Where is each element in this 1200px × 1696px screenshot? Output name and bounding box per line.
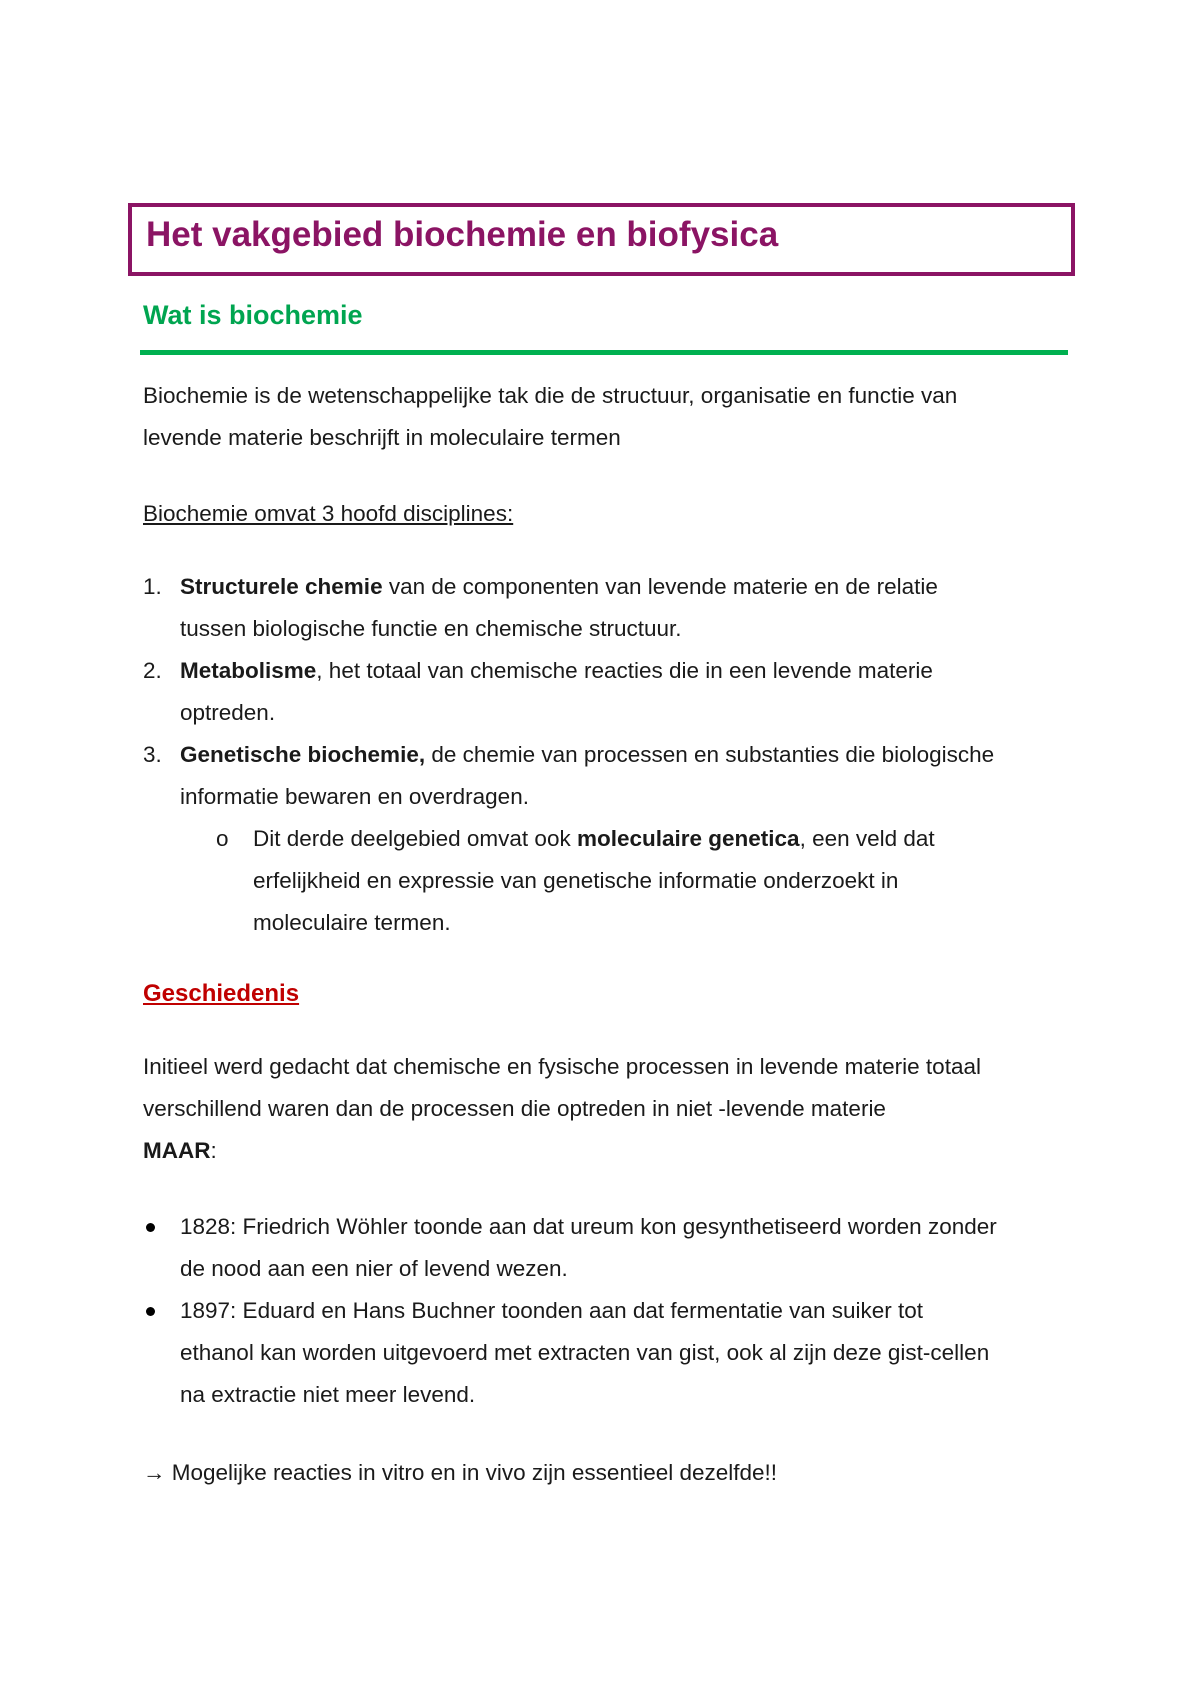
list-number: 2. <box>143 658 162 683</box>
maar-colon: : <box>210 1138 217 1163</box>
definition-paragraph <box>143 375 957 459</box>
section-divider <box>140 350 1068 355</box>
list-item-term: Structurele chemie <box>180 574 383 599</box>
sub-list-item <box>143 818 994 944</box>
section-heading-wat-is-biochemie: Wat is biochemie <box>143 300 363 330</box>
sub-item-text-end: , een veld dat <box>799 826 935 851</box>
list-item-text: de chemie van processen en substanties die biologische <box>425 742 995 767</box>
history-intro-line-1: Initieel werd gedacht dat chemische en fysische processen in levende materie totaal <box>143 1054 981 1079</box>
sub-item-term: moleculaire genetica <box>576 826 800 851</box>
sub-item-continuation: erfelijkheid en expressie van genetische informatie onderzoekt in <box>253 868 899 893</box>
bullet-icon <box>146 1223 155 1232</box>
list-item <box>143 650 994 734</box>
definition-line-1: Biochemie is de wetenschappelijke tak die de structuur, organisatie en functie van <box>143 383 958 408</box>
list-item-term: Metabolisme <box>180 658 317 683</box>
document-title: Het vakgebied biochemie en biofysica <box>146 215 779 254</box>
list-item-continuation: optreden. <box>180 700 276 725</box>
conclusion-line: → Mogelijke reacties in vitro en in vivo zijn essentieel dezelfde!! <box>143 1460 778 1485</box>
history-intro-line-2: verschillend waren dan de processen die optreden in niet -levende materie <box>143 1096 886 1121</box>
list-item-term: Genetische biochemie, <box>180 742 426 767</box>
list-item-continuation: tussen biologische functie en chemische structuur. <box>180 616 682 641</box>
list-number: 3. <box>143 742 162 767</box>
bullet-line: ethanol kan worden uitgevoerd met extracten van gist, ook al zijn deze gist-cellen <box>180 1340 990 1365</box>
list-item-text: , het totaal van chemische reacties die in een levende materie <box>316 658 933 683</box>
history-intro-paragraph <box>143 1046 981 1172</box>
bullet-icon <box>146 1307 155 1316</box>
list-item-text: van de componenten van levende materie en de relatie <box>382 574 938 599</box>
bullet-line: na extractie niet meer levend. <box>180 1382 476 1407</box>
bullet-line: 1828: Friedrich Wöhler toonde aan dat ureum kon gesynthetiseerd worden zonder <box>180 1214 997 1239</box>
disciplines-list <box>143 566 994 944</box>
list-number: 1. <box>143 574 162 599</box>
list-item <box>143 566 994 650</box>
list-item <box>143 1290 997 1416</box>
sub-list-marker: o <box>216 826 229 851</box>
history-bullet-list <box>143 1206 997 1416</box>
list-item-continuation: informatie bewaren en overdragen. <box>180 784 529 809</box>
bullet-line: de nood aan een nier of levend wezen. <box>180 1256 568 1281</box>
definition-line-2: levende materie beschrijft in moleculaire termen <box>143 425 621 450</box>
list-item <box>143 1206 997 1290</box>
maar-line <box>143 1130 981 1172</box>
bullet-line: 1897: Eduard en Hans Buchner toonden aan dat fermentatie van suiker tot <box>180 1298 923 1323</box>
list-item <box>143 734 994 818</box>
maar-keyword: MAAR <box>143 1138 211 1163</box>
sub-item-text: Dit derde deelgebied omvat ook <box>253 826 577 851</box>
title-box <box>128 203 1075 276</box>
section-heading-geschiedenis: Geschiedenis <box>143 980 300 1007</box>
disciplines-intro: Biochemie omvat 3 hoofd disciplines: <box>143 501 514 526</box>
sub-item-continuation: moleculaire termen. <box>253 910 451 935</box>
